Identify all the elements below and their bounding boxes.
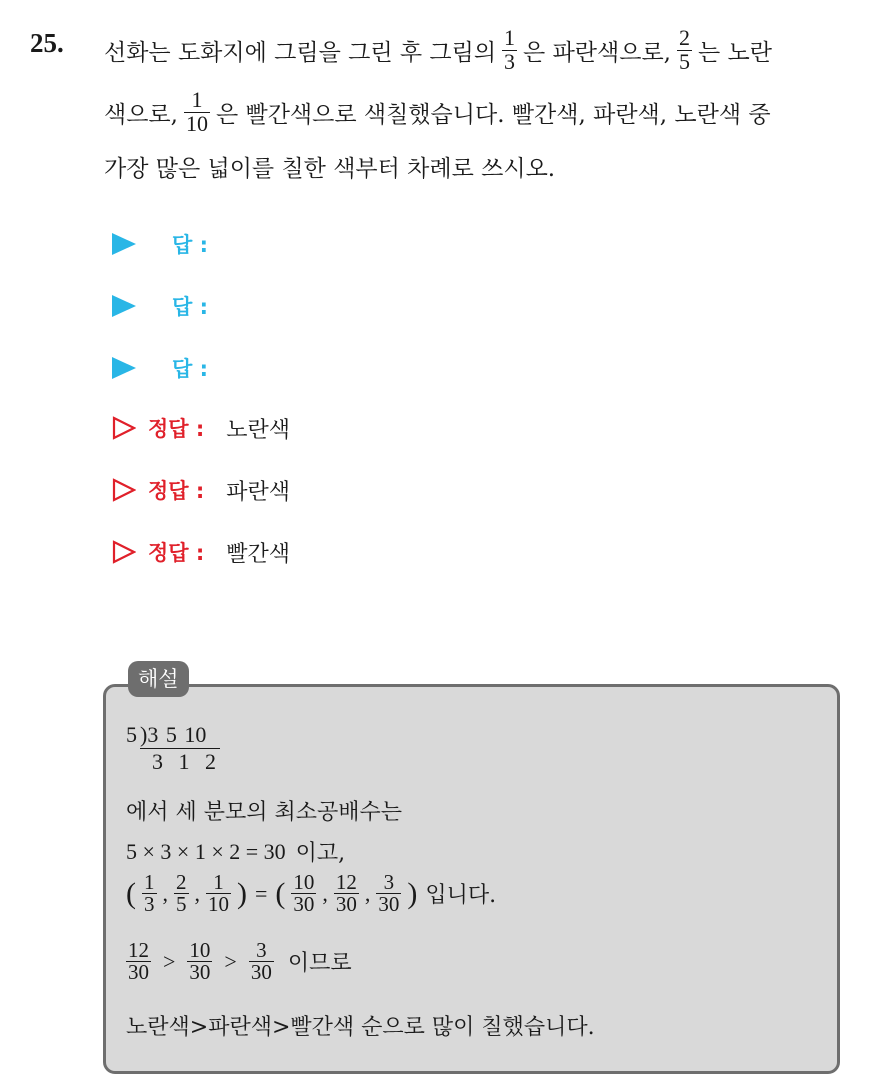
solution-text: 이고, (295, 841, 346, 866)
correct-value: 빨간색 (226, 541, 291, 567)
numerator: 1 (213, 870, 224, 894)
lcm-expression: 5 × 3 × 1 × 2 = 30 (126, 838, 286, 864)
correct-answer-row (112, 534, 290, 570)
outline-triangle-icon (112, 540, 136, 564)
numerator: 12 (128, 938, 149, 962)
answer-row[interactable] (112, 350, 208, 386)
numerator: 12 (335, 870, 357, 894)
question-number: 25. (30, 28, 64, 58)
denominator: 30 (250, 960, 272, 985)
answer-label: 답 : (172, 295, 208, 319)
correct-answer-row (112, 410, 290, 446)
numerator: 1 (144, 870, 155, 894)
greater-than: > (163, 948, 176, 974)
denominator: 10 (208, 892, 229, 917)
fraction (677, 27, 692, 73)
question-text: 는 노란 (697, 39, 772, 66)
answer-row[interactable] (112, 288, 208, 324)
denominator: 30 (128, 960, 149, 985)
solution-line-3 (126, 872, 496, 916)
short-division (126, 722, 220, 775)
numerator: 1 (191, 87, 203, 113)
question-line-3: 가장 많은 넓이를 칠한 색부터 차례로 쓰시오. (104, 155, 556, 182)
open-paren: ( (126, 876, 136, 910)
equals-sign: = (255, 880, 268, 906)
correct-answer-row (112, 472, 290, 508)
denominator: 5 (176, 892, 187, 917)
solution-line-1: 에서 세 분모의 최소공배수는 (126, 800, 403, 825)
numerator: 3 (383, 870, 395, 894)
close-paren: ) (237, 876, 247, 910)
numerator: 3 (256, 938, 267, 962)
answer-row[interactable] (112, 226, 208, 262)
fraction (174, 872, 189, 916)
correct-label: 정답 : (148, 479, 205, 503)
question-line-1 (104, 25, 772, 74)
correct-label: 정답 : (148, 541, 205, 565)
question-text: 은 파란색으로, (523, 39, 671, 66)
solution-text: 이므로 (287, 951, 352, 977)
question-text: 은 빨간색으로 색칠했습니다. 빨간색, 파란색, 노란색 중 (215, 101, 771, 128)
numerator: 10 (189, 938, 211, 962)
numerator: 2 (176, 870, 187, 894)
numerator: 1 (504, 25, 516, 51)
fraction (187, 940, 212, 984)
denominator: 5 (678, 48, 690, 74)
denominator: 10 (185, 110, 208, 136)
solution-line-5: 노란색>파란색>빨간색 순으로 많이 칠했습니다. (126, 1015, 595, 1040)
correct-label: 정답 : (148, 417, 205, 441)
fraction (206, 872, 231, 916)
comma: , (364, 880, 371, 906)
numerator: 2 (678, 25, 690, 51)
dividend: 3 5 10 (147, 722, 207, 747)
division-bracket: ) (140, 722, 148, 747)
fraction (502, 27, 517, 73)
solution-text: 입니다. (425, 883, 497, 909)
comma: , (322, 880, 328, 906)
denominator: 30 (293, 892, 315, 917)
correct-value: 노란색 (226, 417, 291, 443)
greater-than: > (224, 948, 237, 974)
comma: , (162, 880, 168, 906)
fraction (184, 89, 210, 135)
solution-tag: 해설 (128, 661, 189, 697)
numerator: 10 (293, 870, 315, 894)
play-triangle-icon (112, 357, 136, 379)
fraction (291, 872, 316, 916)
denominator: 30 (189, 960, 211, 985)
play-triangle-icon (112, 233, 136, 255)
solution-line-2 (126, 836, 345, 867)
fraction (249, 940, 274, 984)
denominator: 30 (378, 892, 400, 917)
question-line-2 (104, 87, 771, 136)
fraction (126, 940, 151, 984)
play-triangle-icon (112, 295, 136, 317)
close-paren: ) (407, 876, 418, 910)
outline-triangle-icon (112, 478, 136, 502)
divisor: 5 (126, 722, 137, 747)
correct-value: 파란색 (226, 479, 291, 505)
denominator: 30 (335, 892, 357, 917)
question-text: 색으로, (104, 101, 178, 128)
fraction (376, 872, 401, 916)
answer-label: 답 : (172, 357, 208, 381)
outline-triangle-icon (112, 416, 136, 440)
open-paren: ( (275, 876, 286, 910)
answer-label: 답 : (172, 233, 208, 257)
denominator: 3 (504, 48, 516, 74)
comma: , (194, 880, 200, 906)
solution-line-4 (126, 940, 352, 984)
quotient: 3 1 2 (152, 749, 216, 774)
fraction (142, 872, 157, 916)
denominator: 3 (144, 892, 155, 917)
question-text: 선화는 도화지에 그림을 그린 후 그림의 (104, 39, 497, 66)
fraction (334, 872, 359, 916)
